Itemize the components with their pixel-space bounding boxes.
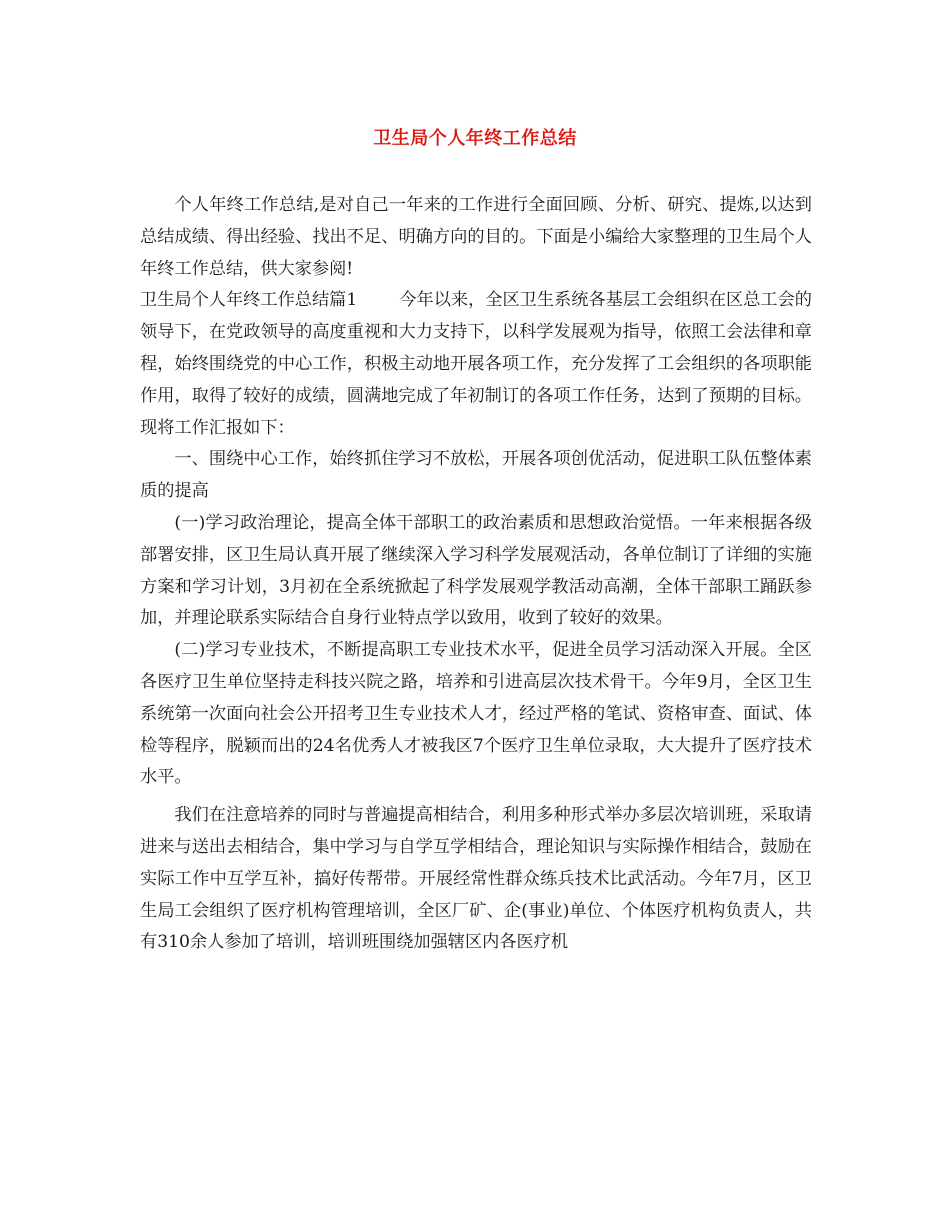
intro-paragraph: 个人年终工作总结,是对自己一年来的工作进行全面回顾、分析、研究、提炼,以达到总结成绩、得出经验、找出不足、明确方向的目的。下面是小编给大家整理的卫生局个人年终工作总结，供大家参阅!	[140, 195, 812, 279]
section-text: 今年以来，全区卫生系统各基层工会组织在区总工会的领导下，在党政领导的高度重视和大力支持下，以科学发展观为指导，依照工会法律和章程，始终围绕党的中心工作，积极主动地开展各项工作，充分发挥了工会组织的各项职能作用，取得了较好的成绩，圆满地完成了年初制订的各项工作任务，达到了预期的目标。现将工作汇报如下：	[140, 290, 812, 438]
section-paragraph	[140, 285, 812, 444]
body-paragraph-2: (二)学习专业技术，不断提高职工专业技术水平，促进全员学习活动深入开展。全区各医疗卫生单位坚持走科技兴院之路，培养和引进高层次技术骨干。今年9月，全区卫生系统第一次面向社会公开招考卫生专业技术人才，经过严格的笔试、资格审查、面试、体检等程序，脱颖而出的24名优秀人才被我区7个医疗卫生单位录取，大大提升了医疗技术水平。	[140, 640, 812, 788]
body-paragraph-1: (一)学习政治理论，提高全体干部职工的政治素质和思想政治觉悟。一年来根据各级部署安排，区卫生局认真开展了继续深入学习科学发展观活动，各单位制订了详细的实施方案和学习计划，3月初在全系统掀起了科学发展观学教活动高潮，全体干部职工踊跃参加，并理论联系实际结合自身行业特点学以致用，收到了较好的效果。	[140, 512, 812, 629]
section-label: 卫生局个人年终工作总结篇1	[140, 290, 358, 311]
document-body	[140, 190, 812, 959]
heading-paragraph: 一、围绕中心工作，始终抓住学习不放松，开展各项创优活动，促进职工队伍整体素质的提高	[140, 449, 812, 502]
body-paragraph-3: 我们在注意培养的同时与普遍提高相结合，利用多种形式举办多层次培训班，采取请进来与送出去相结合，集中学习与自学互学相结合，理论知识与实际操作相结合，鼓励在实际工作中互学互补，搞好传帮带。开展经常性群众练兵技术比武活动。今年7月，区卫生局工会组织了医疗机构管理培训，全区厂矿、企(事业)单位、个体医疗机构负责人，共有310余人参加了培训，培训班围绕加强辖区内各医疗机	[140, 805, 812, 953]
document-title: 卫生局个人年终工作总结	[373, 128, 577, 149]
